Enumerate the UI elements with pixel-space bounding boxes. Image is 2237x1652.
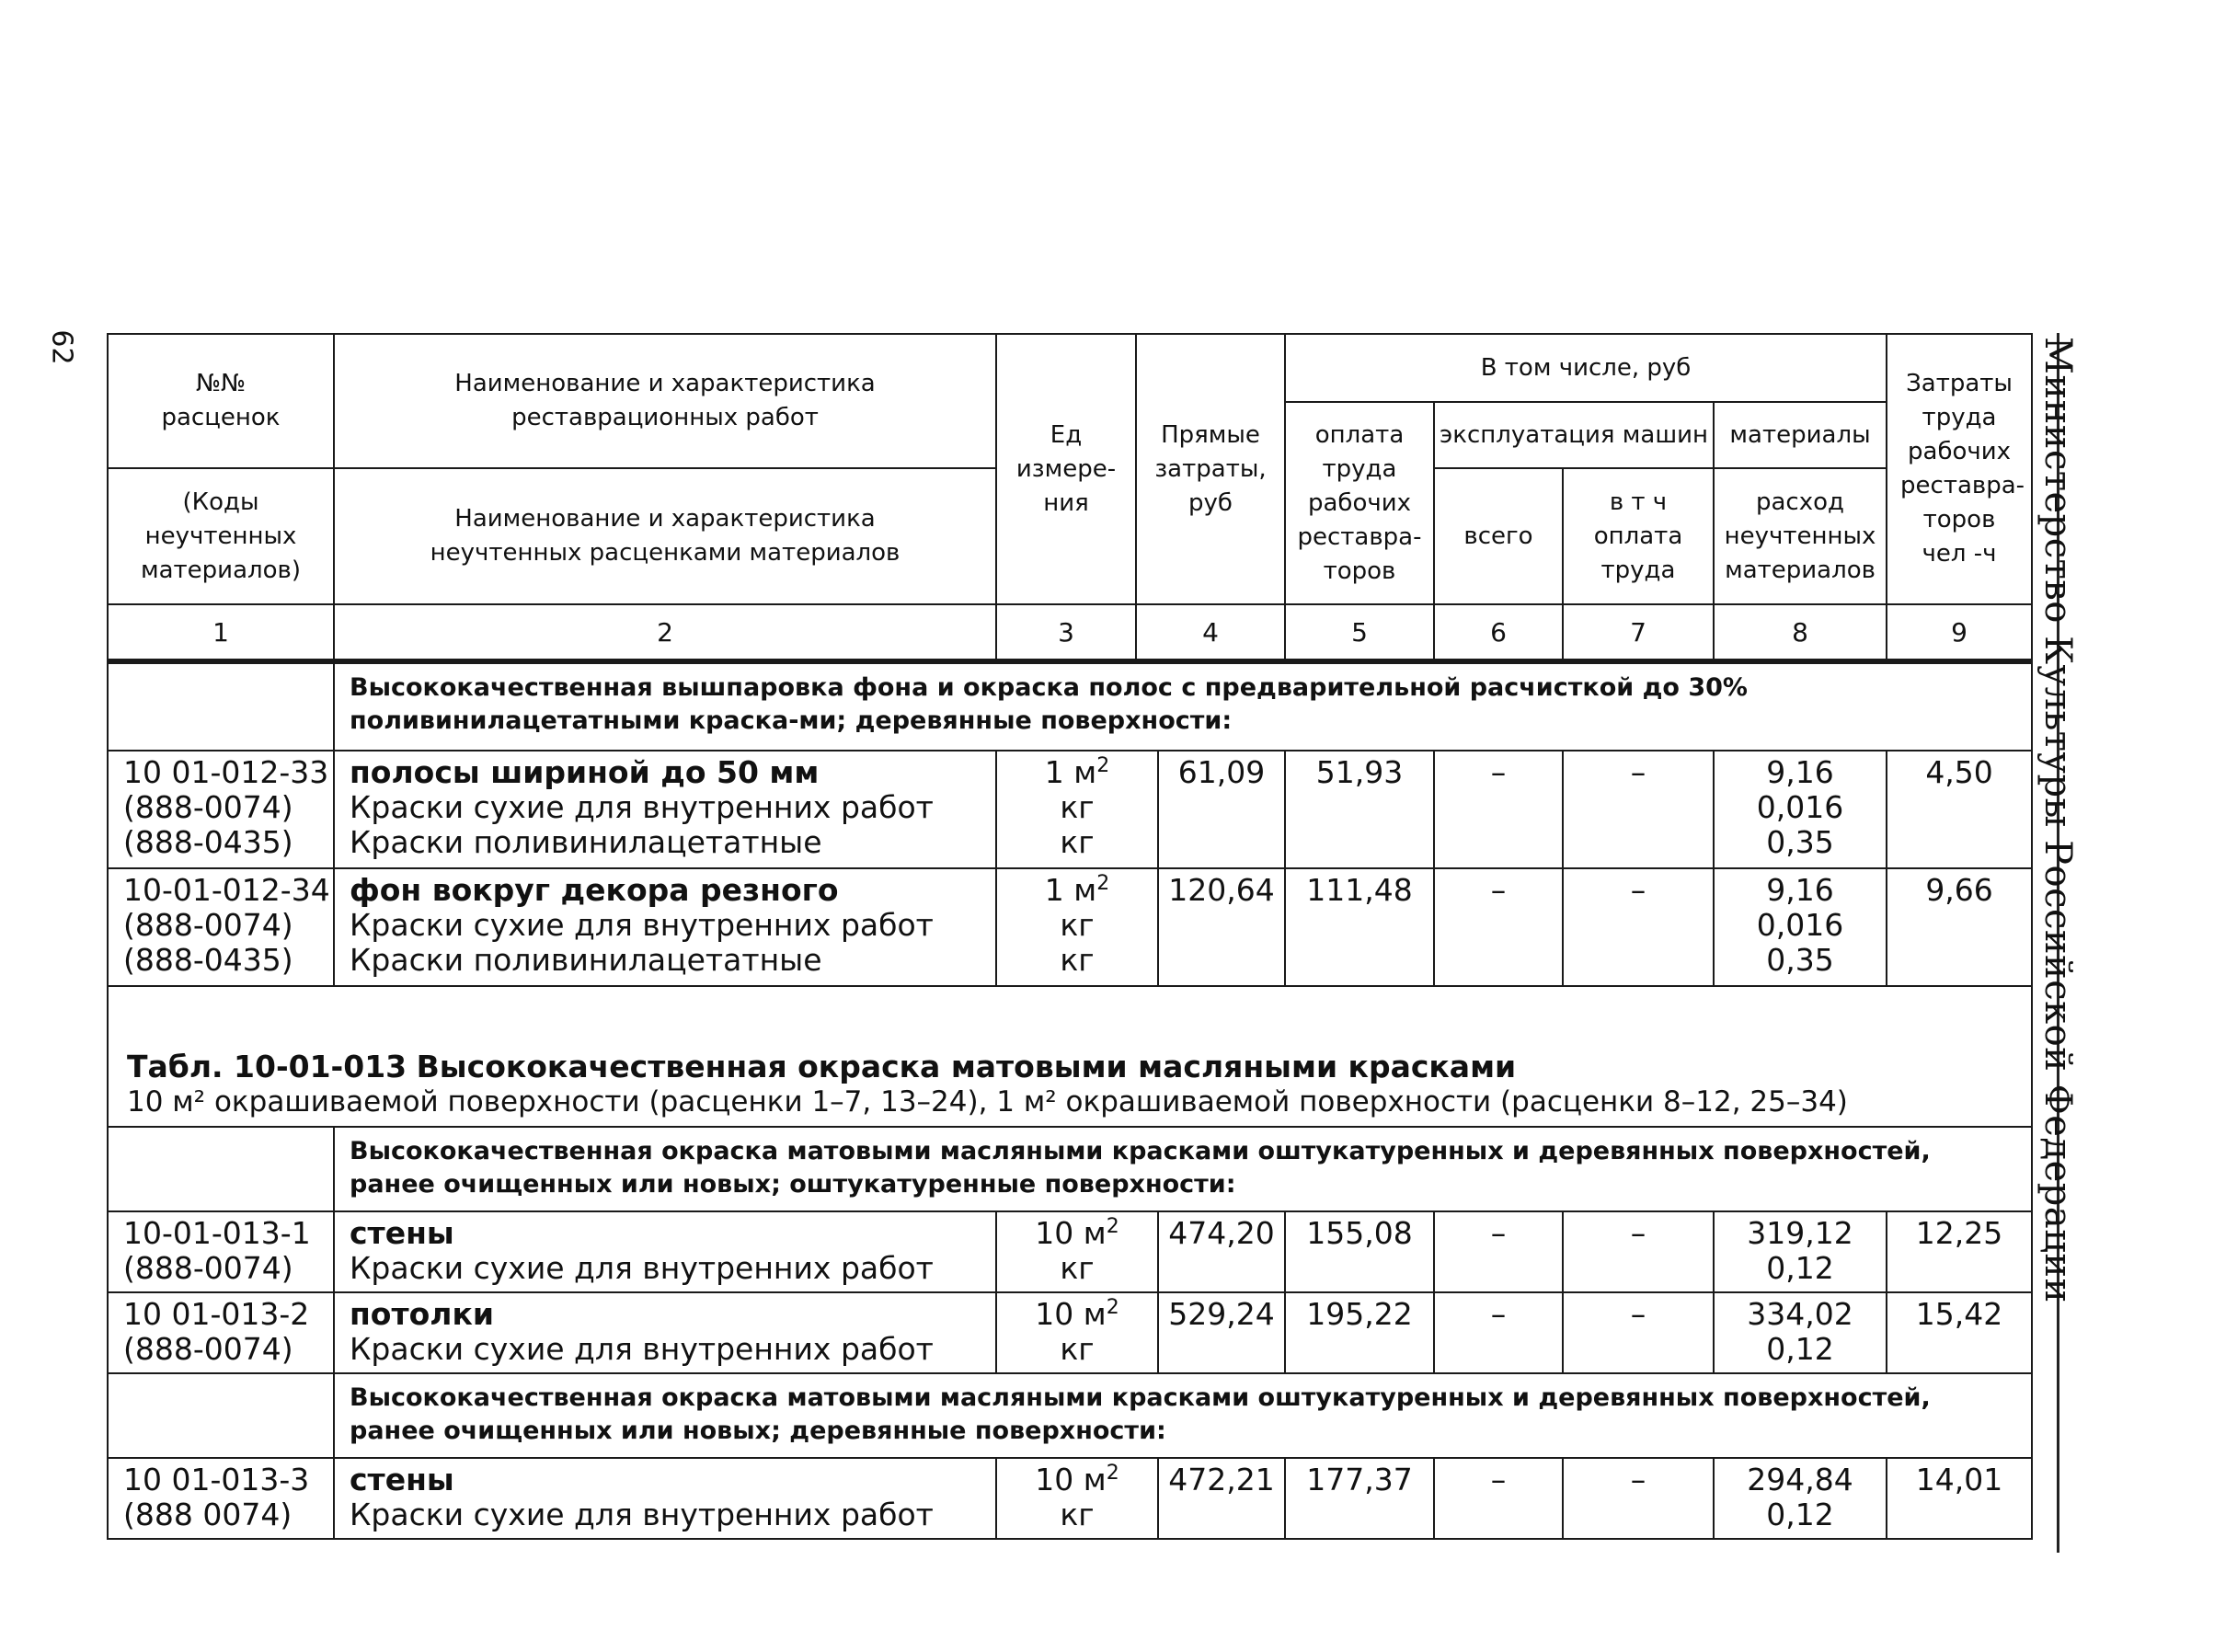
work-name xyxy=(334,1458,996,1539)
header-group: В том числе, руб xyxy=(1285,334,1887,402)
material-name: Краски сухие для внутренних работ xyxy=(350,1250,934,1286)
machines-labor: – xyxy=(1563,1211,1714,1292)
rate-code: 10-01-012-34 xyxy=(123,872,330,908)
work-title: полосы шириной до 50 мм xyxy=(350,754,820,790)
table-title-text: Высококачественная окраска матовыми масляными красками xyxy=(416,1049,1517,1084)
rate-codes xyxy=(108,1211,334,1292)
material-qty: 0,35 xyxy=(1766,942,1834,978)
material-name: Краски сухие для внутренних работ xyxy=(350,1497,934,1532)
machines-labor: – xyxy=(1563,1292,1714,1373)
materials-values xyxy=(1714,1211,1887,1292)
section-heading: Высококачественная окраска матовыми масляными красками оштукатуренных и деревянных поверхностей, ранее очищенных или новых; оштукатуренные поверхности: xyxy=(334,1127,2032,1211)
table-row xyxy=(108,1292,2032,1373)
header-col2-bottom: Наименование и характеристика неучтенных расценками материалов xyxy=(334,468,996,604)
work-title: стены xyxy=(350,1462,454,1497)
unit-material: кг xyxy=(1060,1331,1095,1367)
materials-values xyxy=(1714,1292,1887,1373)
rate-codes xyxy=(108,751,334,868)
unit: 10 $м^2$ кг xyxy=(996,1292,1158,1373)
labor-hours: 4,50 xyxy=(1887,751,2032,868)
material-code: (888-0074) xyxy=(123,789,293,825)
machines-labor: – xyxy=(1563,1458,1714,1539)
materials-values xyxy=(1714,868,1887,986)
header-col8: расход неучтенных материалов xyxy=(1714,468,1887,604)
table-header xyxy=(107,333,2033,660)
header-col7: в т ч оплата труда xyxy=(1563,468,1714,604)
rate-code: 10 01-012-33 xyxy=(123,754,329,790)
machines-total: – xyxy=(1434,868,1563,986)
labor-hours: 15,42 xyxy=(1887,1292,2032,1373)
table-title xyxy=(127,1049,1516,1084)
unit-material: кг xyxy=(1060,1250,1095,1286)
header-col1-bottom: (Коды неучтенных материалов) xyxy=(108,468,334,604)
rate-codes xyxy=(108,868,334,986)
col-number: 4 xyxy=(1136,604,1285,660)
col-number: 5 xyxy=(1285,604,1434,660)
machines-labor: – xyxy=(1563,868,1714,986)
machines-total: – xyxy=(1434,751,1563,868)
labor-cost: 177,37 xyxy=(1285,1458,1434,1539)
direct-cost: 61,09 xyxy=(1158,751,1285,868)
side-title: Министерство Культуры Российской Федерации xyxy=(2036,337,2079,1303)
material-code: (888-0435) xyxy=(123,824,293,860)
col-number: 7 xyxy=(1563,604,1714,660)
table-row xyxy=(108,751,2032,868)
rate-code: 10-01-013-1 xyxy=(123,1215,311,1251)
unit-main: 1 м xyxy=(1044,754,1097,790)
unit-material: кг xyxy=(1060,907,1095,943)
material-code: (888-0074) xyxy=(123,1250,293,1286)
header-col6: всего xyxy=(1434,468,1563,604)
header-col2-top: Наименование и характеристика реставрационных работ xyxy=(334,334,996,468)
material-name: Краски поливинилацетатные xyxy=(350,824,822,860)
direct-cost: 529,24 xyxy=(1158,1292,1285,1373)
table-row xyxy=(108,1458,2032,1539)
table-subtitle: 10 м² окрашиваемой поверхности (расценки 1–7, 13–24), 1 м² окрашиваемой поверхности (расценки 8–12, 25–34) xyxy=(127,1085,1848,1119)
work-name xyxy=(334,1211,996,1292)
labor-cost: 111,48 xyxy=(1285,868,1434,986)
col-number: 8 xyxy=(1714,604,1887,660)
work-name xyxy=(334,1292,996,1373)
material-code: (888-0435) xyxy=(123,942,293,978)
machines-total: – xyxy=(1434,1292,1563,1373)
materials-cost: 9,16 xyxy=(1766,754,1834,790)
col-number: 6 xyxy=(1434,604,1563,660)
materials-cost: 319,12 xyxy=(1747,1215,1853,1251)
labor-cost: 51,93 xyxy=(1285,751,1434,868)
col-number: 3 xyxy=(996,604,1136,660)
material-qty: 0,35 xyxy=(1766,824,1834,860)
materials-values xyxy=(1714,1458,1887,1539)
unit-main: 10 м xyxy=(1035,1296,1107,1332)
labor-hours: 9,66 xyxy=(1887,868,2032,986)
unit-material: кг xyxy=(1060,789,1095,825)
table-code: Табл. 10-01-013 xyxy=(127,1049,407,1084)
section-blank xyxy=(108,1373,334,1458)
material-name: Краски поливинилацетатные xyxy=(350,942,822,978)
machines-total: – xyxy=(1434,1458,1563,1539)
header-machines: эксплуатация машин xyxy=(1434,402,1714,468)
materials-cost: 334,02 xyxy=(1747,1296,1853,1332)
header-col1-top: №№ расценок xyxy=(108,334,334,468)
header-col3: Ед измере-ния xyxy=(996,334,1136,604)
unit-material: кг xyxy=(1060,1497,1095,1532)
rate-codes xyxy=(108,1292,334,1373)
work-title: стены xyxy=(350,1215,454,1251)
col-number: 1 xyxy=(108,604,334,660)
work-name xyxy=(334,751,996,868)
unit: 10 $м^2$ кг xyxy=(996,1458,1158,1539)
material-qty: 0,12 xyxy=(1766,1331,1834,1367)
material-qty: 0,016 xyxy=(1756,789,1844,825)
labor-hours: 14,01 xyxy=(1887,1458,2032,1539)
unit-main: 1 м xyxy=(1044,872,1097,908)
materials-values xyxy=(1714,751,1887,868)
header-materials: материалы xyxy=(1714,402,1887,468)
section-heading: Высококачественная вышпаровка фона и окраска полос с предварительной расчисткой до 30% поливинилацетатными краска-ми; деревянные поверхности: xyxy=(334,662,2032,751)
unit: 10 $м^2$ кг xyxy=(996,1211,1158,1292)
rate-code: 10 01-013-2 xyxy=(123,1296,310,1332)
unit-main: 10 м xyxy=(1035,1215,1107,1251)
machines-total: – xyxy=(1434,1211,1563,1292)
materials-cost: 294,84 xyxy=(1747,1462,1853,1497)
header-col5: оплата труда рабочих реставра-торов xyxy=(1285,402,1434,604)
machines-labor: – xyxy=(1563,751,1714,868)
section-heading: Высококачественная окраска матовыми масляными красками оштукатуренных и деревянных поверхностей, ранее очищенных или новых; деревянные поверхности: xyxy=(334,1373,2032,1458)
section-blank xyxy=(108,1127,334,1211)
material-name: Краски сухие для внутренних работ xyxy=(350,789,934,825)
labor-cost: 195,22 xyxy=(1285,1292,1434,1373)
section-blank xyxy=(108,662,334,751)
work-title: потолки xyxy=(350,1296,494,1332)
unit: 1 $м^2$ кг кг xyxy=(996,868,1158,986)
labor-hours: 12,25 xyxy=(1887,1211,2032,1292)
material-qty: 0,12 xyxy=(1766,1497,1834,1532)
material-name: Краски сухие для внутренних работ xyxy=(350,1331,934,1367)
table-section-2 xyxy=(107,1126,2033,1540)
page-number: 62 xyxy=(45,329,78,365)
work-name xyxy=(334,868,996,986)
unit-material: кг xyxy=(1060,824,1095,860)
material-code: (888 0074) xyxy=(123,1497,293,1532)
material-code: (888-0074) xyxy=(123,907,293,943)
direct-cost: 120,64 xyxy=(1158,868,1285,986)
table-row xyxy=(108,868,2032,986)
table-row xyxy=(108,1211,2032,1292)
materials-cost: 9,16 xyxy=(1766,872,1834,908)
material-code: (888-0074) xyxy=(123,1331,293,1367)
col-number: 2 xyxy=(334,604,996,660)
header-col4: Прямые затраты, руб xyxy=(1136,334,1285,604)
col-number: 9 xyxy=(1887,604,2032,660)
material-name: Краски сухие для внутренних работ xyxy=(350,907,934,943)
rate-code: 10 01-013-3 xyxy=(123,1462,310,1497)
material-qty: 0,12 xyxy=(1766,1250,1834,1286)
unit: 1 $м^2$ кг кг xyxy=(996,751,1158,868)
header-col9: Затраты труда рабочих реставра-торов чел -ч xyxy=(1887,334,2032,604)
material-qty: 0,016 xyxy=(1756,907,1844,943)
labor-cost: 155,08 xyxy=(1285,1211,1434,1292)
direct-cost: 472,21 xyxy=(1158,1458,1285,1539)
unit-material: кг xyxy=(1060,942,1095,978)
work-title: фон вокруг декора резного xyxy=(350,872,839,908)
direct-cost: 474,20 xyxy=(1158,1211,1285,1292)
unit-main: 10 м xyxy=(1035,1462,1107,1497)
rate-codes xyxy=(108,1458,334,1539)
